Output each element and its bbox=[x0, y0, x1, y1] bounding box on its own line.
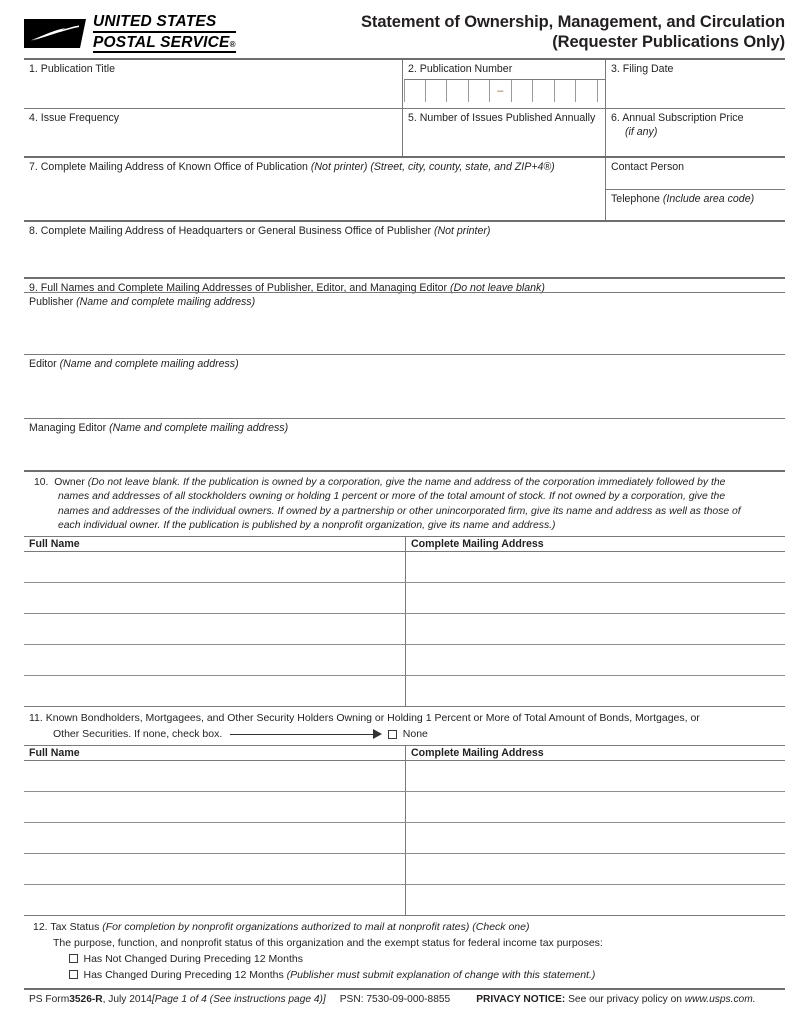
usps-logo bbox=[24, 10, 236, 53]
table-row[interactable] bbox=[24, 792, 785, 823]
footer-privacy-text: See our privacy policy on bbox=[565, 993, 685, 1005]
table-row[interactable] bbox=[24, 823, 785, 854]
cell-full-name[interactable] bbox=[24, 885, 405, 915]
footer-form-date: , July 2014 bbox=[102, 993, 152, 1005]
table-row[interactable] bbox=[24, 676, 785, 707]
pubnum-box[interactable] bbox=[447, 80, 469, 102]
section-12-option-1-row[interactable] bbox=[29, 952, 785, 968]
registered-mark-icon: ® bbox=[229, 39, 236, 49]
cell-full-name[interactable] bbox=[24, 583, 405, 613]
pubnum-box[interactable] bbox=[555, 80, 577, 102]
pubnum-box[interactable] bbox=[533, 80, 555, 102]
tax-status-changed-note: (Publisher must submit explanation of change with this statement.) bbox=[286, 968, 596, 981]
field-6-label-line1: 6. Annual Subscription Price bbox=[611, 112, 744, 124]
telephone-cell[interactable] bbox=[606, 189, 785, 220]
section-12-heading: 12. Tax Status (For completion by nonprofit organizations authorized to mail at nonprofit rates) (Check one) bbox=[33, 920, 530, 933]
cell-mailing-address[interactable] bbox=[405, 645, 785, 675]
table-row[interactable] bbox=[24, 614, 785, 645]
footer-ps-form-label: PS Form bbox=[29, 993, 70, 1005]
field-6-cell[interactable] bbox=[606, 108, 785, 156]
section-10-note-line4: each individual owner. If the publication is published by a nonprofit organization, give its name and address.) bbox=[58, 520, 556, 532]
none-checkbox[interactable] bbox=[388, 730, 397, 739]
pubnum-box[interactable] bbox=[404, 80, 426, 102]
cell-full-name[interactable] bbox=[24, 854, 405, 884]
pubnum-box[interactable] bbox=[576, 80, 598, 102]
section-10-note-line1: 10. Owner (Do not leave blank. If the publication is owned by a corporation, give the name and address of the corporation immediately followed by the bbox=[34, 477, 726, 488]
cell-mailing-address[interactable] bbox=[405, 823, 785, 853]
field-3-label: 3. Filing Date bbox=[611, 63, 674, 75]
form-header bbox=[0, 0, 809, 58]
pubnum-dash-box[interactable] bbox=[490, 80, 512, 102]
tax-status-changed-checkbox[interactable] bbox=[69, 970, 78, 979]
field-9-label: 9. Full Names and Complete Mailing Addresses of Publisher, Editor, and Managing Editor (Do not leave blank) bbox=[29, 282, 545, 294]
none-checkbox-label: None bbox=[402, 727, 428, 740]
footer-page-info: [Page 1 of 4 (See instructions page 4)] bbox=[151, 993, 326, 1005]
usps-eagle-icon bbox=[24, 17, 86, 50]
field-8-cell[interactable] bbox=[24, 220, 785, 277]
field-1-label: 1. Publication Title bbox=[29, 63, 115, 75]
pubnum-box[interactable] bbox=[469, 80, 491, 102]
usps-wordmark bbox=[93, 14, 236, 53]
cell-mailing-address[interactable] bbox=[405, 676, 785, 706]
page-title bbox=[361, 10, 785, 53]
cell-full-name[interactable] bbox=[24, 645, 405, 675]
cell-full-name[interactable] bbox=[24, 823, 405, 853]
field-2-cell[interactable] bbox=[402, 60, 605, 156]
table-row[interactable] bbox=[24, 885, 785, 916]
section-12-line2: The purpose, function, and nonprofit status of this organization and the exempt status for federal income tax purposes: bbox=[53, 936, 603, 949]
section-10-col-full-name: Full Name bbox=[29, 538, 80, 551]
cell-mailing-address[interactable] bbox=[405, 614, 785, 644]
editor-label: Editor (Name and complete mailing address) bbox=[29, 358, 239, 370]
publisher-cell[interactable] bbox=[24, 292, 785, 354]
section-12 bbox=[24, 916, 785, 988]
form-footer bbox=[24, 988, 785, 1005]
footer-form-number: 3526-R bbox=[69, 993, 103, 1005]
footer-privacy-label: PRIVACY NOTICE: bbox=[476, 993, 566, 1005]
page-title-line2: (Requester Publications Only) bbox=[552, 33, 785, 52]
section-11 bbox=[24, 707, 785, 915]
field-5-cell[interactable] bbox=[403, 108, 605, 156]
tax-status-changed-label: Has Changed During Preceding 12 Months bbox=[83, 968, 287, 981]
cell-full-name[interactable] bbox=[24, 614, 405, 644]
section-10 bbox=[24, 470, 785, 707]
cell-full-name[interactable] bbox=[24, 761, 405, 791]
section-10-note-line3: names and addresses of the individual owners. If owned by a partnership or other unincorporated firm, give its name and address as well as those of bbox=[58, 505, 741, 517]
field-9-header bbox=[24, 277, 785, 292]
cell-full-name[interactable] bbox=[24, 792, 405, 822]
cell-mailing-address[interactable] bbox=[405, 552, 785, 582]
footer-privacy-url[interactable]: www.usps.com. bbox=[684, 993, 756, 1005]
section-10-col-mailing-address: Complete Mailing Address bbox=[405, 537, 785, 551]
telephone-label: Telephone (Include area code) bbox=[611, 193, 755, 205]
section-10-note-line2: names and addresses of all stockholders owning or holding 1 percent or more of the total amount of stock. If not owned by a corporation, give the bbox=[58, 491, 726, 503]
table-row[interactable] bbox=[24, 854, 785, 885]
publisher-label: Publisher (Name and complete mailing address) bbox=[29, 296, 256, 308]
table-row[interactable] bbox=[24, 761, 785, 792]
field-7-label: 7. Complete Mailing Address of Known Office of Publication (Not printer) (Street, city, county, state, and ZIP+4®) bbox=[29, 161, 555, 173]
section-11-line2-row bbox=[29, 727, 785, 742]
footer-psn: PSN: 7530-09-000-8855 bbox=[339, 993, 451, 1005]
managing-editor-label: Managing Editor (Name and complete mailing address) bbox=[29, 422, 289, 434]
section-11-col-full-name: Full Name bbox=[29, 746, 80, 759]
fields-1-to-6-grid bbox=[24, 58, 785, 156]
section-11-table-header bbox=[24, 745, 785, 761]
tax-status-unchanged-label: Has Not Changed During Preceding 12 Months bbox=[83, 952, 303, 965]
section-10-table-header bbox=[24, 536, 785, 552]
table-row[interactable] bbox=[24, 583, 785, 614]
cell-mailing-address[interactable] bbox=[405, 583, 785, 613]
usps-wordmark-line2: POSTAL SERVICE® bbox=[93, 35, 236, 54]
cell-mailing-address[interactable] bbox=[405, 885, 785, 915]
managing-editor-cell[interactable] bbox=[24, 418, 785, 470]
cell-full-name[interactable] bbox=[24, 552, 405, 582]
pubnum-box[interactable] bbox=[512, 80, 534, 102]
section-11-col-mailing-address: Complete Mailing Address bbox=[405, 746, 785, 760]
tax-status-unchanged-checkbox[interactable] bbox=[69, 954, 78, 963]
cell-mailing-address[interactable] bbox=[405, 854, 785, 884]
pointer-arrow-icon bbox=[230, 729, 382, 739]
field-6-label bbox=[606, 109, 785, 140]
publication-number-boxes[interactable] bbox=[404, 79, 605, 101]
section-11-line2-text: Other Securities. If none, check box. bbox=[53, 727, 223, 740]
section-10-note bbox=[24, 472, 785, 536]
field-7-cell[interactable] bbox=[24, 158, 605, 220]
field-2-label: 2. Publication Number bbox=[408, 63, 513, 75]
section-11-line1: 11. Known Bondholders, Mortgagees, and Other Security Holders Owning or Holding 1 Percent or More of Total Amount of Bonds, Mortgages, or bbox=[29, 712, 700, 725]
field-3-cell[interactable] bbox=[605, 60, 785, 156]
field-4-label: 4. Issue Frequency bbox=[29, 112, 120, 124]
field-4-cell[interactable] bbox=[24, 108, 402, 156]
field-7-grid bbox=[24, 156, 785, 220]
field-1-cell[interactable] bbox=[24, 60, 402, 156]
section-10-table bbox=[24, 536, 785, 707]
field-6-label-line2: (if any) bbox=[625, 125, 658, 138]
cell-mailing-address[interactable] bbox=[405, 761, 785, 791]
table-row[interactable] bbox=[24, 645, 785, 676]
contact-person-label: Contact Person bbox=[611, 161, 685, 173]
field-5-label: 5. Number of Issues Published Annually bbox=[408, 112, 596, 124]
usps-wordmark-line1: UNITED STATES bbox=[93, 14, 236, 33]
section-12-option-2-row[interactable] bbox=[29, 968, 785, 984]
pubnum-box[interactable] bbox=[426, 80, 448, 102]
page-title-line1: Statement of Ownership, Management, and Circulation bbox=[361, 13, 785, 31]
table-row[interactable] bbox=[24, 552, 785, 583]
section-11-heading bbox=[24, 707, 785, 744]
form-body bbox=[24, 58, 785, 1005]
field-8-label: 8. Complete Mailing Address of Headquarters or General Business Office of Publisher (Not printer) bbox=[29, 225, 491, 237]
cell-mailing-address[interactable] bbox=[405, 792, 785, 822]
section-11-table bbox=[24, 745, 785, 916]
editor-cell[interactable] bbox=[24, 354, 785, 418]
cell-full-name[interactable] bbox=[24, 676, 405, 706]
contact-person-cell[interactable] bbox=[606, 158, 785, 189]
